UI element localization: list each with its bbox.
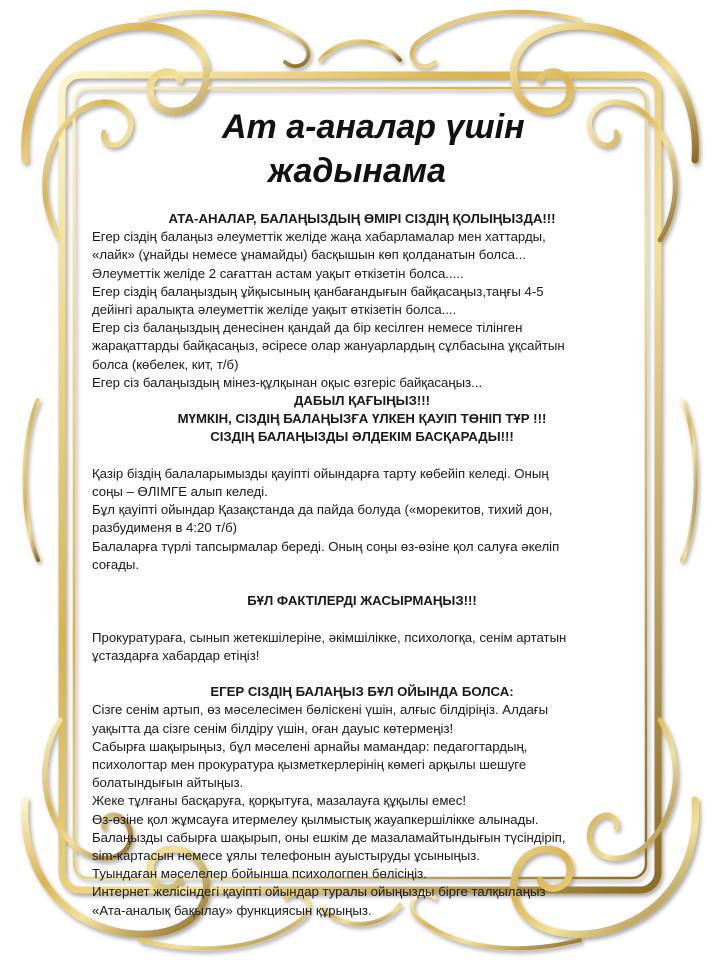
body-line: соңы – ӨЛІМГЕ алып келеді. xyxy=(92,484,268,500)
body-line: Балаңызды сабырға шақырып, оны ешкім де мазаламайтындығын түсіндіріп, xyxy=(92,829,566,845)
body-line: болатындығын айтыңыз. xyxy=(92,775,244,791)
blank-line xyxy=(92,610,632,628)
body-line: Бұл қауіпті ойындар Қазақстанда да пайда болуда («морекитов, тихий дон, xyxy=(92,502,553,518)
scroll-top-right xyxy=(513,26,695,160)
body-line: разбудименя в 4:20 т/б) xyxy=(92,520,238,536)
memo-body xyxy=(92,210,632,920)
body-line: Жеке тұлғаны басқаруға, қорқытуға, мазалауға құқылы емес! xyxy=(92,793,466,809)
blank-line xyxy=(92,447,632,465)
body-line: уақытта да сізге сенім білдіру үшін, оған дауыс көтермеңіз! xyxy=(92,720,454,736)
blank-line xyxy=(92,665,632,683)
body-line: Егер сіздің балаңыз әлеуметтік желіде жаңа хабарламалар мен хаттарды, xyxy=(92,229,546,245)
blank-line xyxy=(92,574,632,592)
body-line: соғады. xyxy=(92,556,140,572)
body-line: Интернет желісіндегі қауіпті ойындар туралы ойыңызды бірге талқылаңыз xyxy=(92,884,546,900)
body-line: Егер сіздің балаңыздың ұйқысының қанбағандығын байқасаңыз,таңғы 4-5 xyxy=(92,283,544,299)
body-line: «Ата-аналық бақылау» функциясын құрыңыз. xyxy=(92,902,372,918)
body-line: Прокуратураға, сынып жетекшілеріне, әкімшілікке, психологқа, сенім артатын xyxy=(92,629,567,645)
body-line: «лайк» (ұнайды немесе ұнамайды) басқышын көп қолданатын болса... xyxy=(92,247,527,263)
heading-line: СІЗДІҢ БАЛАҢЫЗДЫ ӘЛДЕКІМ БАСҚАРАДЫ!!! xyxy=(210,429,514,445)
scroll-top-left xyxy=(25,26,207,160)
heading-line: БҰЛ ФАКТІЛЕРДІ ЖАСЫРМАҢЫЗ!!! xyxy=(247,593,477,609)
body-line: психологтар мен прокуратура қызметкерлерінің көмегі арқылы шешуге xyxy=(92,757,527,773)
body-line: дейінгі аралықта әлеуметтік желіде уақыт өткізетін болса.... xyxy=(92,302,457,318)
heading-line: МҮМКІН, СІЗДІҢ БАЛАҢЫЗҒА ҮЛКЕН ҚАУІП ТӨНІП ТҰР !!! xyxy=(177,411,547,427)
heading-line: АТА-АНАЛАР, БАЛАҢЫЗДЫҢ ӨМІРІ СІЗДІҢ ҚОЛЫҢЫЗДА!!! xyxy=(168,211,556,226)
body-line: Егер сіз балаңыздың мінез-құлқынан оқыс өзгеріс байқасаңыз... xyxy=(92,374,483,390)
body-line: Егер сіз балаңыздың денесінен қандай да бір кесілген немесе тілінген xyxy=(92,320,523,336)
heading-line: ДАБЫЛ ҚАҒЫҢЫЗ!!! xyxy=(293,393,431,409)
page-title-line-2: жадынама xyxy=(268,152,446,190)
body-line: Сізге сенім артып, өз мәселесімен бөліскені үшін, алғыс білдіріңіз. Алдағы xyxy=(92,702,549,718)
body-line: Туындаған мәселелер бойынша психологпен бөлісіңіз. xyxy=(92,866,427,882)
body-line: болса (көбелек, кит, т/б) xyxy=(92,356,239,372)
body-line: ұстаздарға хабардар етіңіз! xyxy=(92,647,260,663)
body-line: Өз-өзіне қол жұмсауға итермелеу қылмыстық жауапкершілікке алынады. xyxy=(92,811,539,827)
body-line: Қазір біздің балаларымызды қауіпті ойындарға тарту көбейіп келеді. Оның xyxy=(92,465,549,481)
body-line: жарақаттарды байқасаңыз, әсіресе олар жануарлардың сұлбасына ұқсайтын xyxy=(92,338,565,354)
body-line: sim-картасын немесе ұялы телефонын ауыстыруды ұсыныңыз. xyxy=(92,848,480,864)
heading-line: ЕГЕР СІЗДІҢ БАЛАҢЫЗ БҰЛ ОЙЫНДА БОЛСА: xyxy=(210,684,514,700)
page-title-line-1: Ат а-аналар үшін xyxy=(222,108,525,146)
body-line: Әлеуметтік желіде 2 сағаттан астам уақыт өткізетін болса..... xyxy=(92,265,464,281)
body-line: Балаларға түрлі тапсырмалар береді. Оның соңы өз-өзіне қол салуға әкеліп xyxy=(92,538,560,554)
body-line: Сабырға шақырыңыз, бұл мәселені арнайы мамандар: педагогтардың, xyxy=(92,738,528,754)
